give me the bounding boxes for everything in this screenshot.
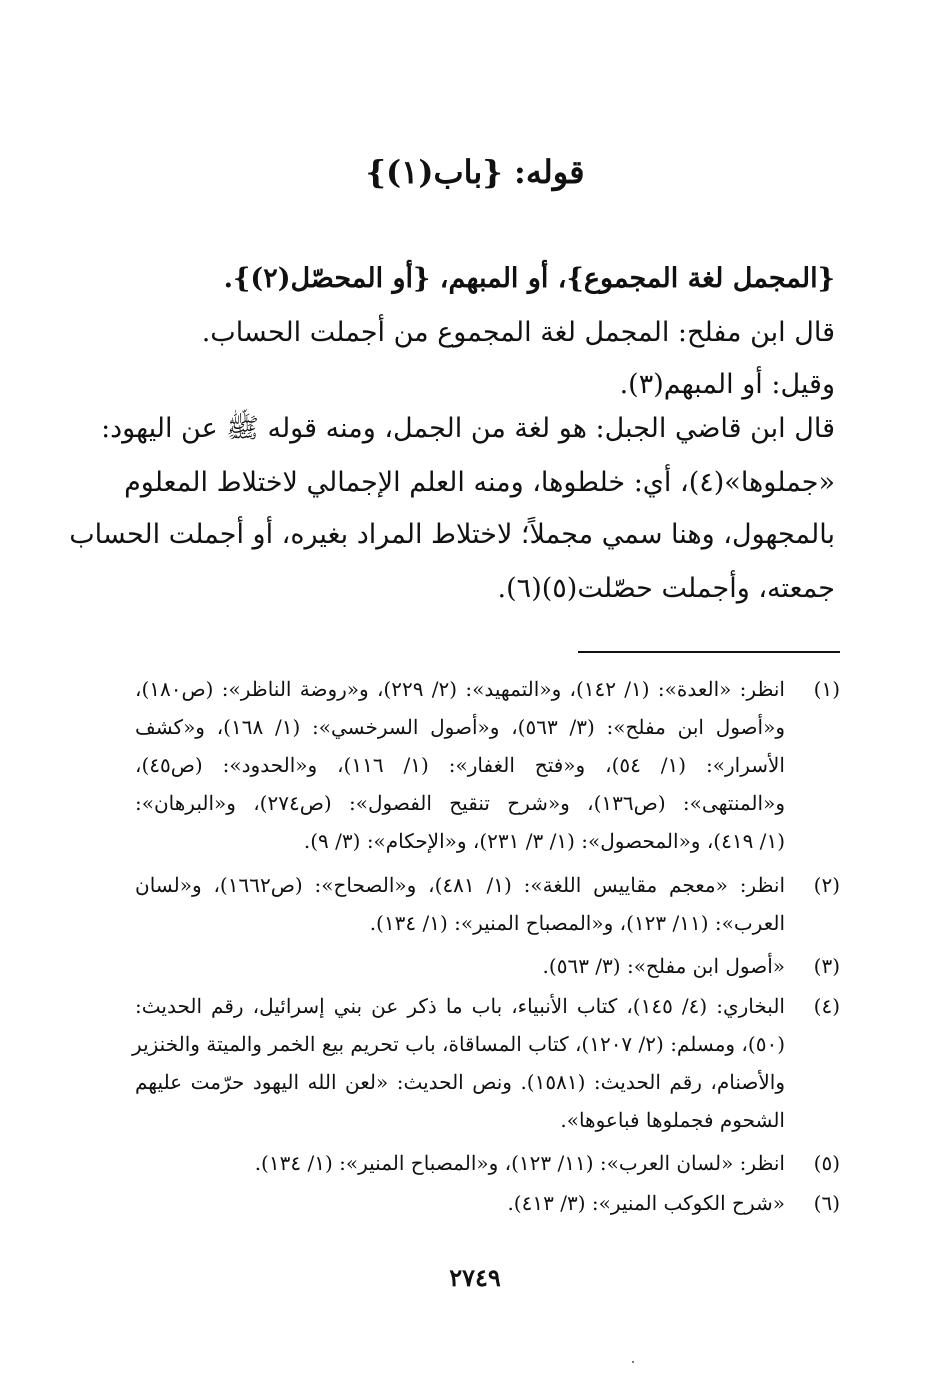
footnote-number: (٤) (813, 994, 840, 1018)
section-heading: قوله: {باب(١)} (365, 153, 585, 191)
footnote-number: (٢) (813, 873, 840, 897)
footnote-2-line-2: العرب»: (١١/ ١٢٣)، و«المصباح المنير»: (١/ ١٣٤). (369, 911, 785, 935)
scan-speck (632, 1361, 634, 1363)
footnote-1-line-2: و«أصول ابن مفلح»: (٣/ ٥٦٣)، و«أصول السرخسي»: (١/ ١٦٨)، و«كشف (135, 715, 785, 739)
footnote-number: (٣) (813, 954, 840, 978)
footnote-1-line-4: و«المنتهى»: (ص١٣٦)، و«شرح تنقيح الفصول»: (ص٢٧٤)، و«البرهان»: (135, 791, 785, 815)
footnote-3-line-1: «أصول ابن مفلح»: (٣/ ٥٦٣). (542, 954, 785, 978)
footnote-separator (578, 651, 840, 653)
body-line-6: بالمجهول، وهنا سمي مجملاً؛ لاختلاط المراد بغيره، أو أجملت الحساب (69, 519, 835, 550)
footnote-number: (١) (813, 677, 840, 701)
footnote-6-line-1: «شرح الكوكب المنير»: (٣/ ٤١٣). (507, 1191, 785, 1215)
footnote-number: (٥) (813, 1151, 840, 1175)
body-line-5: «جملوها»(٤)، أي: خلطوها، ومنه العلم الإجمالي لاختلاط المعلوم (124, 467, 835, 498)
footnote-4-line-1: البخاري: (٤/ ١٤٥)، كتاب الأنبياء، باب ما ذكر عن بني إسرائيل، رقم الحديث: (135, 994, 785, 1018)
footnote-5-line-1: انظر: «لسان العرب»: (١١/ ١٢٣)، و«المصباح المنير»: (١/ ١٣٤). (254, 1151, 785, 1175)
footnote-4-line-3: والأصنام، رقم الحديث: (١٥٨١). ونص الحديث: «لعن الله اليهود حرّمت عليهم (135, 1070, 785, 1094)
body-line-1: {المجمل لغة المجموع}، أو المبهم، {أو المحصّل(٢)}. (223, 263, 835, 294)
footnote-1-line-5: (١/ ٤١٩)، و«المحصول»: (١/ ٣/ ٢٣١)، و«الإحكام»: (٣/ ٩). (303, 829, 785, 853)
body-line-2: قال ابن مفلح: المجمل لغة المجموع من أجملت الحساب. (201, 317, 835, 348)
body-line-3: وقيل: أو المبهم(٣). (619, 369, 835, 400)
footnote-4-line-2: (٥٠)، ومسلم: (٢/ ١٢٠٧)، كتاب المساقاة، باب تحريم بيع الخمر والميتة والخنزير (132, 1032, 785, 1056)
body-line-7: جمعته، وأجملت حصّلت(٥)(٦). (497, 573, 835, 604)
body-line-4: قال ابن قاضي الجبل: هو لغة من الجمل، ومنه قوله ﷺ عن اليهود: (101, 413, 835, 444)
footnote-4-line-4: الشحوم فجملوها فباعوها». (560, 1108, 785, 1132)
footnote-2-line-1: انظر: «معجم مقاييس اللغة»: (١/ ٤٨١)، و«الصحاح»: (ص١٦٦٢)، و«لسان (135, 873, 785, 897)
footnote-1-line-1: انظر: «العدة»: (١/ ١٤٢)، و«التمهيد»: (٢/ ٢٢٩)، و«روضة الناظر»: (ص١٨٠)، (135, 677, 785, 701)
footnote-1-line-3: الأسرار»: (١/ ٥٤)، و«فتح الغفار»: (١/ ١١٦)، و«الحدود»: (ص٤٥)، (135, 753, 785, 777)
page-number: ٢٧٤٩ (449, 1263, 501, 1292)
footnote-number: (٦) (813, 1191, 840, 1215)
